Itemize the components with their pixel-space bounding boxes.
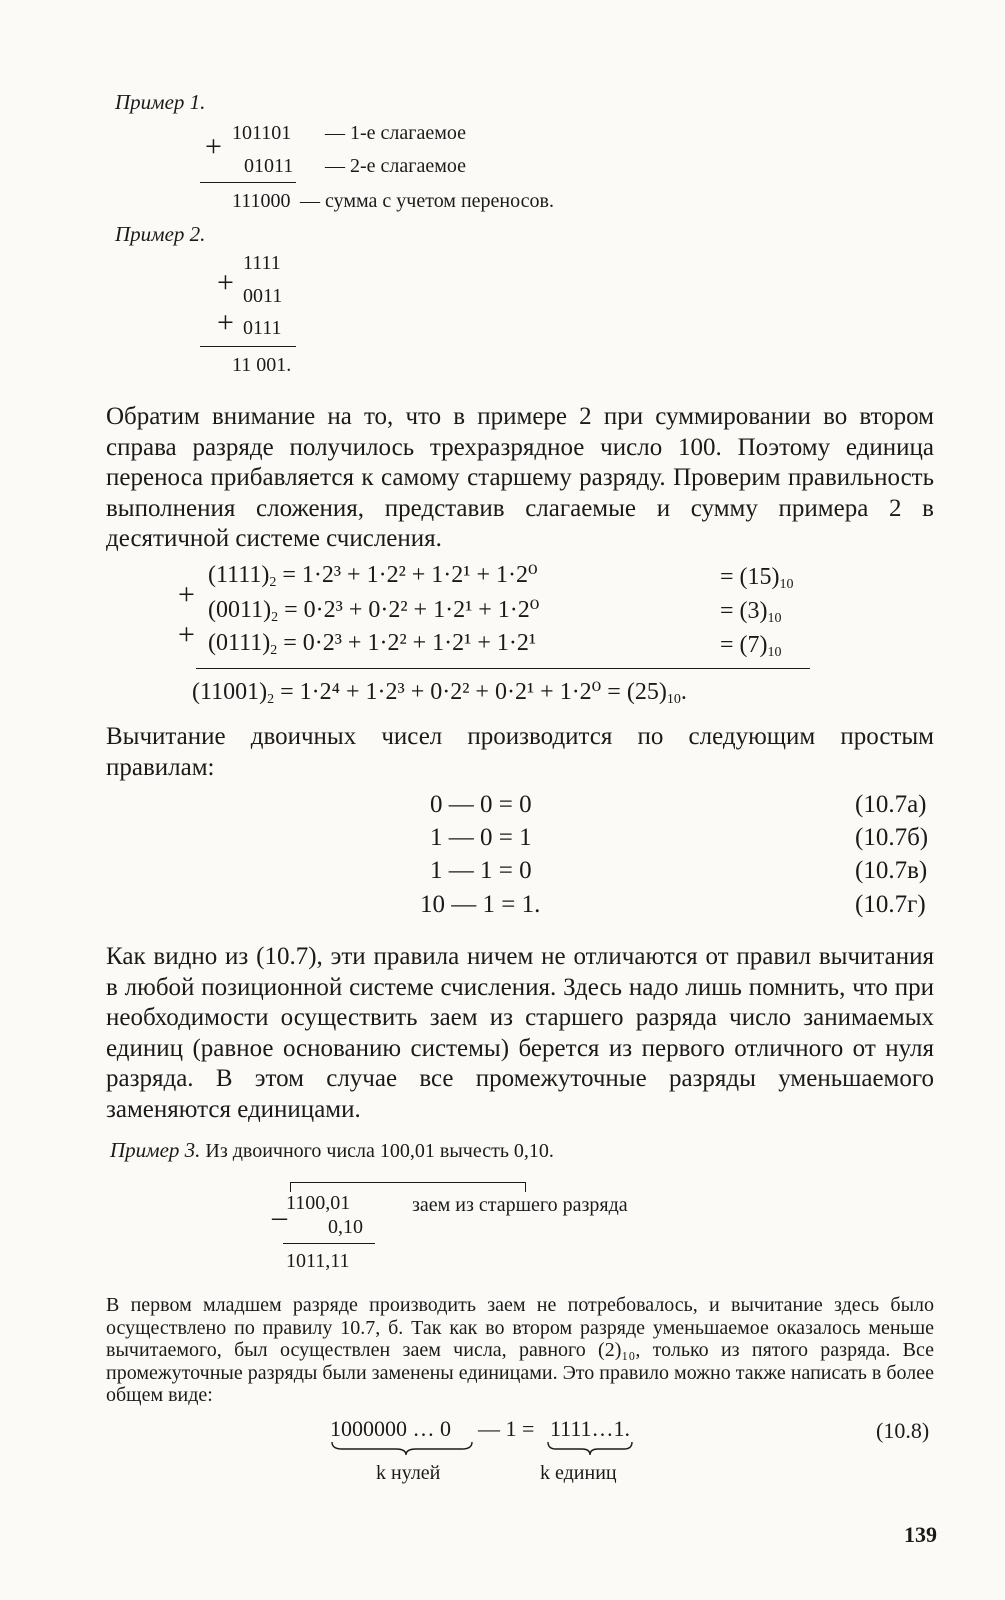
example1-addend2: 01011	[244, 155, 294, 177]
example2-result: 11 001.	[232, 354, 292, 376]
borrow-bracket-top	[290, 1182, 526, 1183]
check-row-1-lhs: (1111)	[208, 562, 270, 588]
example3-result: 1011,11	[286, 1250, 350, 1272]
rule-c-number: (10.7в)	[855, 857, 928, 884]
example3-caption: Пример 3.	[110, 1138, 201, 1162]
rule-d-number: (10.7г)	[855, 891, 926, 918]
check-row-2-lhs: (0011)	[208, 597, 272, 623]
formula-number: (10.8)	[876, 1418, 930, 1443]
brace-label-ones: k единиц	[540, 1462, 617, 1484]
example3-result-line	[283, 1243, 375, 1244]
check-row-1: $(1111)_2 = 1\cdot 2^3 + 1\cdot 2^2 + 1\cdot 2^1 + 1\cdot 2^0$	[208, 562, 538, 590]
check-total-rhs: = 1·2⁴ + 1·2³ + 0·2² + 0·2¹ + 1·2⁰ = (25)	[280, 679, 667, 705]
check-row-3-result: = (7)	[720, 632, 768, 658]
example1-sum: 111000	[232, 190, 291, 212]
check-row-1-sub: 10	[779, 577, 794, 592]
rule-d-expr: 10 — 1 = 1.	[420, 891, 541, 918]
check-row-3: $(0111)_2 = 0\cdot 2^3 + 1\cdot 2^2 + 1\cdot 2^1 + 1\cdot 2^1$	[208, 630, 537, 658]
rule-a-expr: 0 — 0 = 0	[430, 791, 532, 818]
paragraph-4: В первом младшем разряде производить заем не потребовалось, и вычитание здесь было осуществлено по правилу 10.7, б. Так как во втором разряде уменьшаемое оказалось меньше вычитаемого, был осуществлен заем числа, равного (2)₁₀, только из пятого разряда. Все промежуточные разряды были заменены единицами. Это правило можно также написать в более общем виде:	[106, 1294, 934, 1406]
example2-caption: Пример 2.	[115, 222, 206, 246]
example1-addend2-label: — 2-е слагаемое	[325, 155, 467, 177]
check-row-1-result: = (15)	[720, 564, 780, 590]
formula-left: 1000000 … 0	[330, 1416, 451, 1441]
example2-row2: 0011	[243, 285, 283, 307]
page-number: 139	[904, 1522, 937, 1547]
check-sum-line	[196, 668, 810, 669]
example2-sum-line	[200, 346, 296, 347]
example3-borrow-label: заем из старшего разряда	[412, 1194, 628, 1216]
example3-caption-rest: Из двоичного числа 100,01 вычесть 0,10.	[205, 1140, 554, 1162]
check-total: $(11001)_2 = 1\cdot 2^4 + 1\cdot 2^3 + 0\cdot 2^2 + 0\cdot 2^1 + 1\cdot 2^0 = (25)_{10}$.	[192, 679, 687, 707]
check-row-2-rhs: = 0·2³ + 0·2² + 1·2¹ + 1·2⁰	[284, 597, 540, 623]
plus-sign: +	[178, 618, 195, 651]
brace-ones	[548, 1442, 632, 1455]
example3-minuend: 1100,01	[286, 1192, 351, 1214]
plus-sign: +	[178, 578, 195, 611]
example1-sum-line	[200, 182, 296, 183]
rule-c-expr: 1 — 1 = 0	[430, 857, 532, 884]
plus-sign: +	[217, 266, 234, 299]
check-row-3-lhs: (0111)	[208, 630, 271, 656]
brace-label-zeros: k нулей	[376, 1462, 441, 1484]
paragraph-1: Обратим внимание на то, что в примере 2 при суммировании во втором справа разряде получилось трехразрядное число 100. Поэтому единица переноса прибавляется к самому старшему разряду. Проверим правильность выполнения сложения, представив слагаемые и сумму примера 2 в десятичной системе счисления.	[106, 403, 934, 552]
check-row-2-result-wrap	[720, 598, 782, 625]
check-total-sub: 10	[666, 692, 681, 707]
brace-zeros	[332, 1442, 472, 1455]
rule-a-number: (10.7а)	[855, 791, 927, 818]
example3-subtrahend: 0,10	[328, 1216, 363, 1238]
example3-caption-line	[110, 1138, 554, 1163]
rule-b-expr: 1 — 0 = 1	[430, 824, 532, 851]
check-row-1-result-wrap	[720, 564, 794, 591]
check-row-2-sub: 10	[767, 611, 782, 626]
formula-braces	[330, 1440, 640, 1458]
paragraph-2: Вычитание двоичных чисел производится по следующим простым правилам:	[106, 723, 934, 781]
example1-addend1: 101101	[232, 122, 292, 144]
paragraph-3: Как видно из (10.7), эти правила ничем не отличаются от правил вычитания в любой позиционной системе счисления. Здесь надо лишь помнить, что при необходимости осуществить заем из старшего разряда число занимаемых единиц (равное основанию системы) берется из первого отличного от нуля разряда. В этом случае все промежуточные разряды уменьшаемого заменяются единицами.	[106, 943, 934, 1123]
check-row-3-result-wrap	[720, 632, 782, 659]
check-row-2-result: = (3)	[720, 598, 768, 624]
example1-sum-label: — сумма с учетом переносов.	[300, 190, 554, 212]
formula-middle: — 1 =	[478, 1416, 535, 1441]
example1-addend1-label: — 1-е слагаемое	[325, 122, 467, 144]
example2-row1: 1111	[243, 252, 281, 274]
check-total-lhs: (11001)	[192, 679, 268, 705]
borrow-bracket-left	[290, 1182, 291, 1192]
check-row-3-rhs: = 0·2³ + 1·2² + 1·2¹ + 1·2¹	[283, 630, 537, 656]
check-row-2: $(0011)_2 = 0\cdot 2^3 + 0\cdot 2^2 + 1\cdot 2^1 + 1\cdot 2^0$	[208, 597, 540, 625]
example2-row3: 0111	[243, 317, 282, 339]
rule-b-number: (10.7б)	[855, 824, 929, 851]
formula-right: 1111…1.	[550, 1416, 631, 1441]
example1-caption: Пример 1.	[115, 90, 206, 114]
plus-sign: +	[205, 130, 222, 163]
check-row-3-sub: 10	[767, 645, 782, 660]
check-row-1-rhs: = 1·2³ + 1·2² + 1·2¹ + 1·2⁰	[282, 562, 538, 588]
plus-sign: +	[217, 306, 234, 339]
borrow-bracket-right	[525, 1182, 526, 1192]
minus-sign: –	[272, 1200, 287, 1233]
